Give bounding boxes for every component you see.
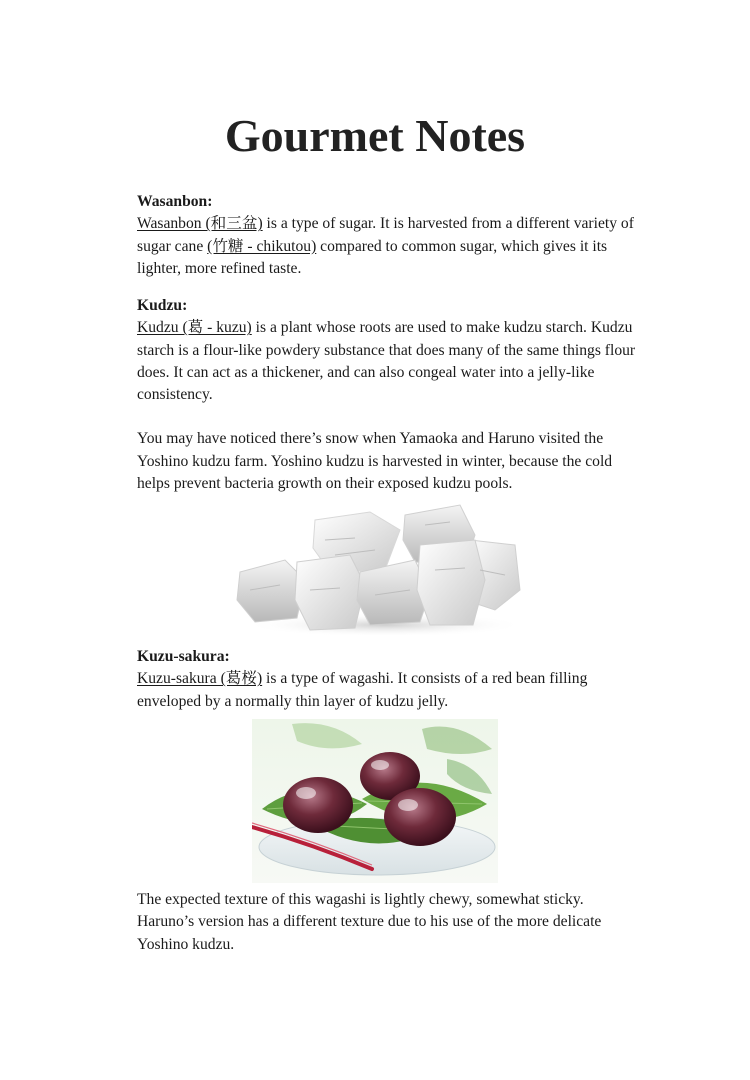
wasanbon-text-1: is a type of sugar. It is harvested from a different variety of sugar cane — [137, 215, 634, 255]
kudzu-paragraph-1 — [137, 317, 637, 406]
wasanbon-term-link[interactable]: Wasanbon (和三盆) — [137, 215, 263, 233]
kuzu-sakura-term-link[interactable]: Kuzu-sakura (葛桜) — [137, 670, 263, 688]
kuzu-sakura-image — [252, 719, 498, 883]
wasanbon-paragraph — [137, 213, 637, 280]
wasanbon-heading: Wasanbon: — [137, 193, 213, 210]
kudzu-text-1: is a plant whose roots are used to make kudzu starch. Kudzu starch is a flour-like powdery substance that does many of the same things flour does. It can act as a thickener, and can also congeal water into a jelly-like consistency. — [137, 319, 636, 404]
kudzu-term-link[interactable]: Kudzu (葛 - kuzu) — [137, 319, 252, 337]
section-kuzu-sakura — [137, 646, 637, 713]
kuzu-sakura-text-1: is a type of wagashi. It consists of a red bean filling enveloped by a normally thin layer of kudzu jelly. — [137, 670, 588, 710]
paragraph-gap — [137, 406, 637, 428]
wasanbon-text-2: compared to common sugar, which gives it its lighter, more refined taste. — [137, 237, 608, 277]
section-kudzu — [137, 295, 637, 495]
kuzu-sakura-paragraph-2: The expected texture of this wagashi is lightly chewy, somewhat sticky. Haruno’s version has a different texture due to his use of the more delicate Yoshino kudzu. — [137, 891, 602, 953]
section-wasanbon — [137, 191, 637, 280]
page-title: Gourmet Notes — [224, 110, 526, 161]
kudzu-heading: Kudzu: — [137, 297, 188, 314]
section-texture-note — [137, 889, 637, 956]
kudzu-paragraph-2: You may have noticed there’s snow when Yamaoka and Haruno visited the Yoshino kudzu farm. Yoshino kudzu is harvested in winter, because the cold helps prevent bacteria growth on their exposed kudzu pools. — [137, 430, 613, 493]
kudzu-starch-image — [235, 500, 525, 635]
kuzu-sakura-paragraph-1 — [137, 668, 637, 713]
chikutou-link[interactable]: (竹糖 - chikutou) — [207, 237, 317, 255]
kuzu-sakura-heading: Kuzu-sakura: — [137, 648, 230, 665]
